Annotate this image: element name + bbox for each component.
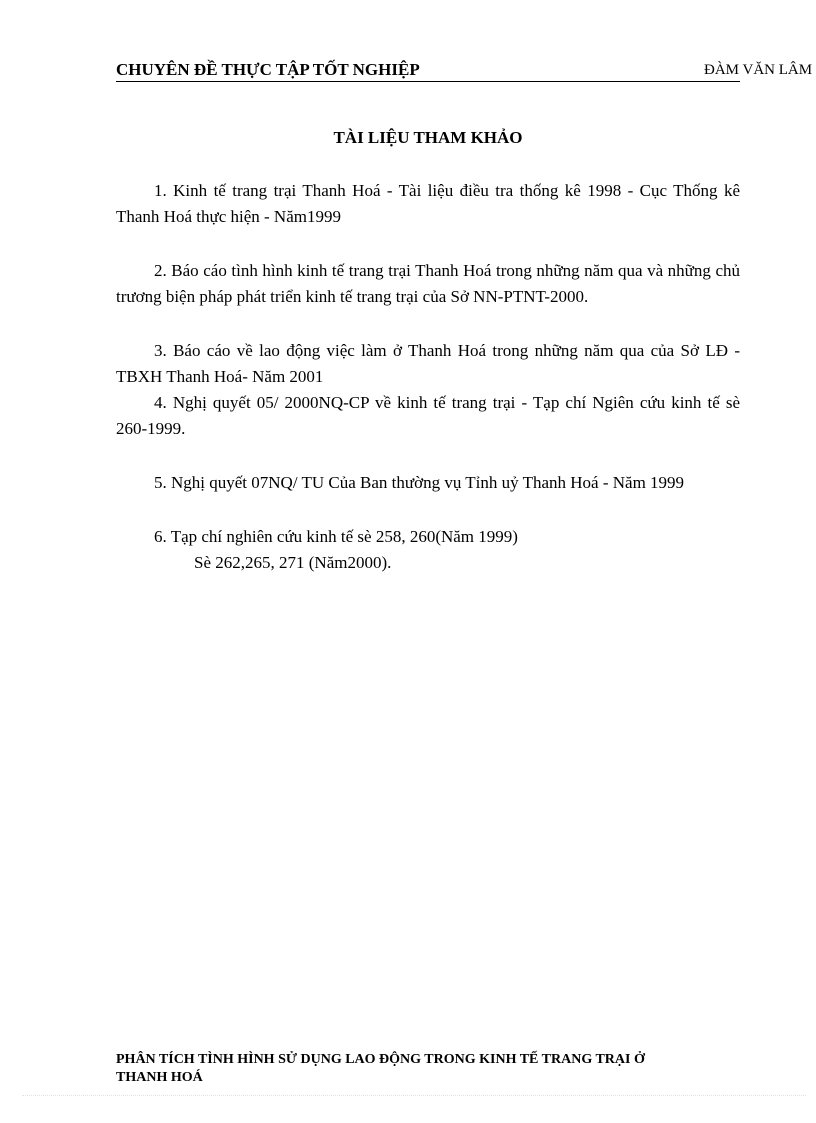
header-author: ĐÀM VĂN LÂM (704, 62, 813, 78)
reference-item-2: 2. Báo cáo tình hình kinh tế trang trại Thanh Hoá trong những năm qua và những chủ trương biện pháp phát triển kinh tế trang trại của Sở NN-PTNT-2000. (116, 261, 740, 306)
reference-item-6: 6. Tạp chí nghiên cứu kinh tế sè 258, 260(Năm 1999) (154, 527, 518, 546)
reference-list (116, 178, 740, 576)
page-footer (116, 1051, 716, 1087)
reference-item-3: 3. Báo cáo về lao động việc làm ở Thanh Hoá trong những năm qua của Sở LĐ - TBXH Thanh Hoá- Năm 2001 (116, 341, 740, 386)
header-divider (116, 81, 740, 82)
reference-item-4: 4. Nghị quyết 05/ 2000NQ-CP về kinh tế trang trại - Tạp chí Ngiên cứu kinh tế sè 260-1999. (116, 393, 740, 438)
page-header (116, 60, 816, 82)
reference-item-5: 5. Nghị quyết 07NQ/ TU Của Ban thường vụ Tỉnh uỷ Thanh Hoá - Năm 1999 (154, 473, 685, 492)
header-document-type: CHUYÊN ĐỀ THỰC TẬP TỐT NGHIỆP (116, 60, 420, 79)
footer-divider (22, 1095, 806, 1096)
reference-item-1: 1. Kinh tế trang trại Thanh Hoá - Tài liệu điều tra thống kê 1998 - Cục Thống kê Thanh Hoá thực hiện - Năm1999 (116, 181, 740, 226)
footer-title-line-2: THANH HOÁ (116, 1070, 203, 1085)
page-title: TÀI LIỆU THAM KHẢO (333, 128, 523, 147)
footer-title-line-1: PHÂN TÍCH TÌNH HÌNH SỬ DỤNG LAO ĐỘNG TRONG KINH TẾ TRANG TRẠI Ở (116, 1052, 645, 1067)
reference-item-6-continuation: Sè 262,265, 271 (Năm2000). (194, 553, 392, 572)
